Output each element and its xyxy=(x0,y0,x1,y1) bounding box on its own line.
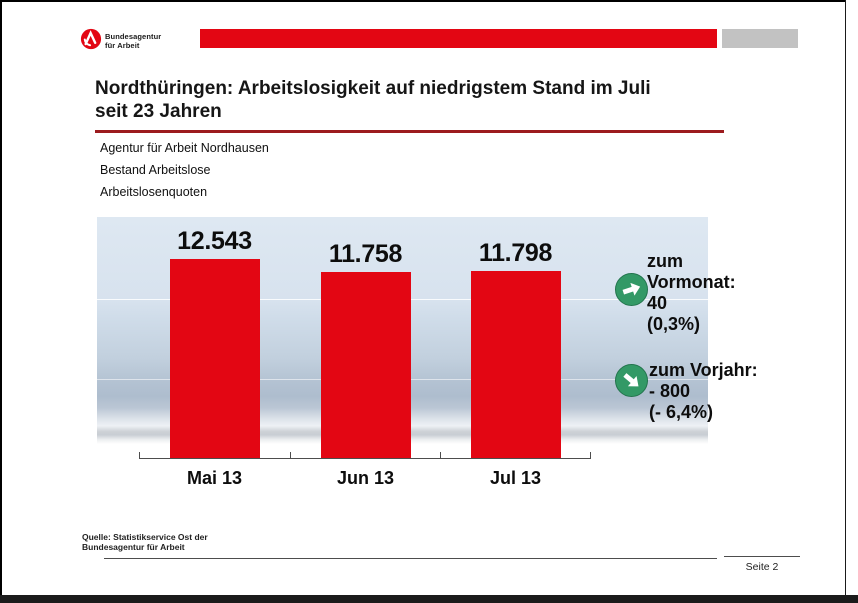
bar-value-label: 11.798 xyxy=(478,238,553,267)
bar-jun xyxy=(321,272,411,460)
category-label-jun: Jun 13 xyxy=(336,468,395,488)
axis-tick xyxy=(440,452,441,459)
bottom-dark-strip xyxy=(0,595,858,603)
footer-rule xyxy=(104,558,717,559)
bar-value-label: 11.758 xyxy=(328,239,403,268)
annotation-vormonat xyxy=(647,251,736,335)
page-number-rule xyxy=(724,556,800,557)
title-underline-rule xyxy=(95,130,724,133)
annotation-line: - 800 xyxy=(649,381,691,401)
subtitle-agentur: Agentur für Arbeit Nordhausen xyxy=(100,141,269,155)
annotation-line: Vormonat: xyxy=(647,272,736,292)
annotation-line: 40 xyxy=(647,293,668,313)
page-border-left xyxy=(0,0,2,595)
header-gray-bar xyxy=(722,29,798,48)
category-label-jul: Jul 13 xyxy=(489,468,542,488)
bar-jul xyxy=(471,271,561,459)
source-line-2: Bundesagentur für Arbeit xyxy=(82,541,185,552)
header-red-bar xyxy=(200,29,717,48)
axis-tick xyxy=(590,452,591,459)
page-number: Seite 2 xyxy=(745,561,779,573)
arrow-right-circle-icon xyxy=(615,273,648,306)
subtitle-block xyxy=(100,137,269,203)
bar-mai xyxy=(170,259,260,459)
arrow-down-right-circle-icon xyxy=(615,364,648,397)
subtitle-quoten: Arbeitslosenquoten xyxy=(100,185,208,199)
page-border-right xyxy=(845,0,846,595)
subtitle-bestand: Bestand Arbeitslose xyxy=(100,163,211,177)
page-border-top xyxy=(0,0,846,2)
annotation-vorjahr xyxy=(649,360,758,423)
bar-group-jul xyxy=(440,239,591,459)
source-note xyxy=(82,533,208,552)
logo-wordmark xyxy=(105,32,161,50)
bundesagentur-logo-icon xyxy=(80,28,102,50)
axis-tick xyxy=(290,452,291,459)
annotation-line: zum Vorjahr: xyxy=(649,360,758,380)
logo-line-2: für Arbeit xyxy=(105,41,140,50)
bar-group-mai xyxy=(139,227,290,459)
x-axis-line xyxy=(139,458,591,459)
source-line-1: Quelle: Statistikservice Ost der xyxy=(82,532,208,542)
slide-title-line-2: seit 23 Jahren xyxy=(95,101,222,122)
slide-title xyxy=(95,77,735,123)
axis-tick xyxy=(139,452,140,459)
annotation-line: (0,3%) xyxy=(647,314,701,334)
logo-line-1: Bundesagentur xyxy=(105,32,162,41)
bar-group-jun xyxy=(290,240,441,460)
bar-value-label: 12.543 xyxy=(177,227,252,255)
annotation-line: (- 6,4%) xyxy=(649,402,714,422)
slide-title-line-1: Nordthüringen: Arbeitslosigkeit auf niedrigstem Stand im Juli xyxy=(95,78,651,99)
category-label-mai: Mai 13 xyxy=(186,468,243,488)
annotation-line: zum xyxy=(647,251,683,271)
